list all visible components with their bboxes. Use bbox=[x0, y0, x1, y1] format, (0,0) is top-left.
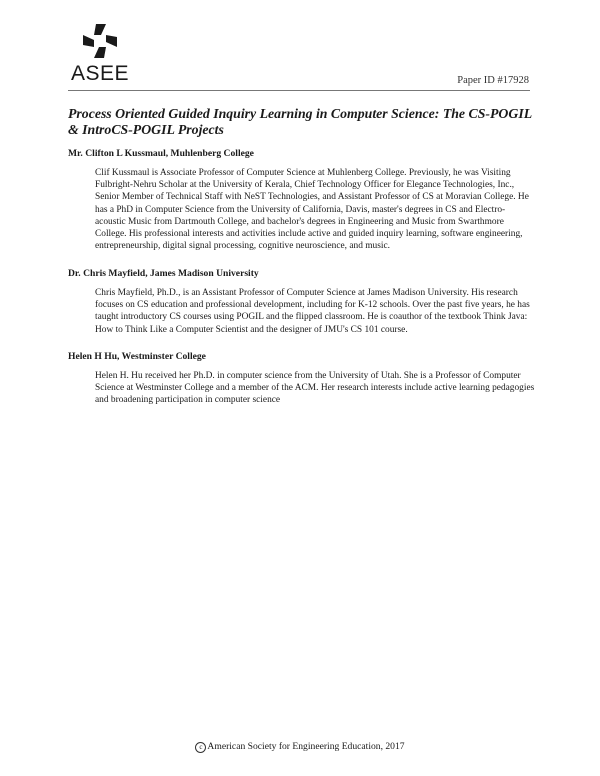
asee-pinwheel-icon bbox=[68, 22, 132, 62]
author-bio: Chris Mayfield, Ph.D., is an Assistant Professor of Computer Science at James Madison University. His research focuses on CS education and professional development, including for K-12 schools. Over the past five years, he has taught introductory CS courses using POGIL and the flipped classroom. He is coauthor of the textbook Think Java: How to Think Like a Computer Scientist and the designer of JMU's CS 101 course. bbox=[95, 288, 530, 335]
author-name: Dr. Chris Mayfield, James Madison University bbox=[68, 268, 259, 279]
header-divider bbox=[68, 90, 530, 91]
paper-title: Process Oriented Guided Inquiry Learning in Computer Science: The CS-POGIL & IntroCS-POGIL Projects bbox=[68, 106, 532, 137]
author-name: Mr. Clifton L Kussmaul, Muhlenberg College bbox=[68, 148, 254, 159]
copyright-footer bbox=[0, 741, 600, 753]
author-bio: Clif Kussmaul is Associate Professor of Computer Science at Muhlenberg College. Previously, he was Visiting Fulbright-Nehru Scholar at the University of Kerala, Chief Technology Officer for Elegance Technologies, Inc., Senior Member of Technical Staff with NeST Technologies, and Assistant Professor of CS at Moravian College. He has a PhD in Computer Science from the University of California, Davis, master's degrees in CS and Electro-acoustic Music from Dartmouth College, and bachelor's degrees in Engineering and Music from Swarthmore College. His professional interests and activities include active and guided inquiry learning, software engineering, entrepreneurship, digital signal processing, cognitive neuroscience, and music. bbox=[95, 168, 529, 252]
author-name: Helen H Hu, Westminster College bbox=[68, 351, 206, 362]
logo-text: ASEE bbox=[70, 62, 130, 85]
paper-id: Paper ID #17928 bbox=[457, 75, 529, 86]
asee-logo bbox=[68, 22, 132, 90]
author-bio: Helen H. Hu received her Ph.D. in computer science from the University of Utah. She is a Professor of Computer Science at Westminster College and a member of the ACM. Her research interests include active learning pedagogies and broadening participation in computer science bbox=[95, 371, 535, 406]
copyright-text: American Society for Engineering Education, 2017 bbox=[207, 741, 405, 752]
copyright-icon: c bbox=[195, 742, 206, 753]
